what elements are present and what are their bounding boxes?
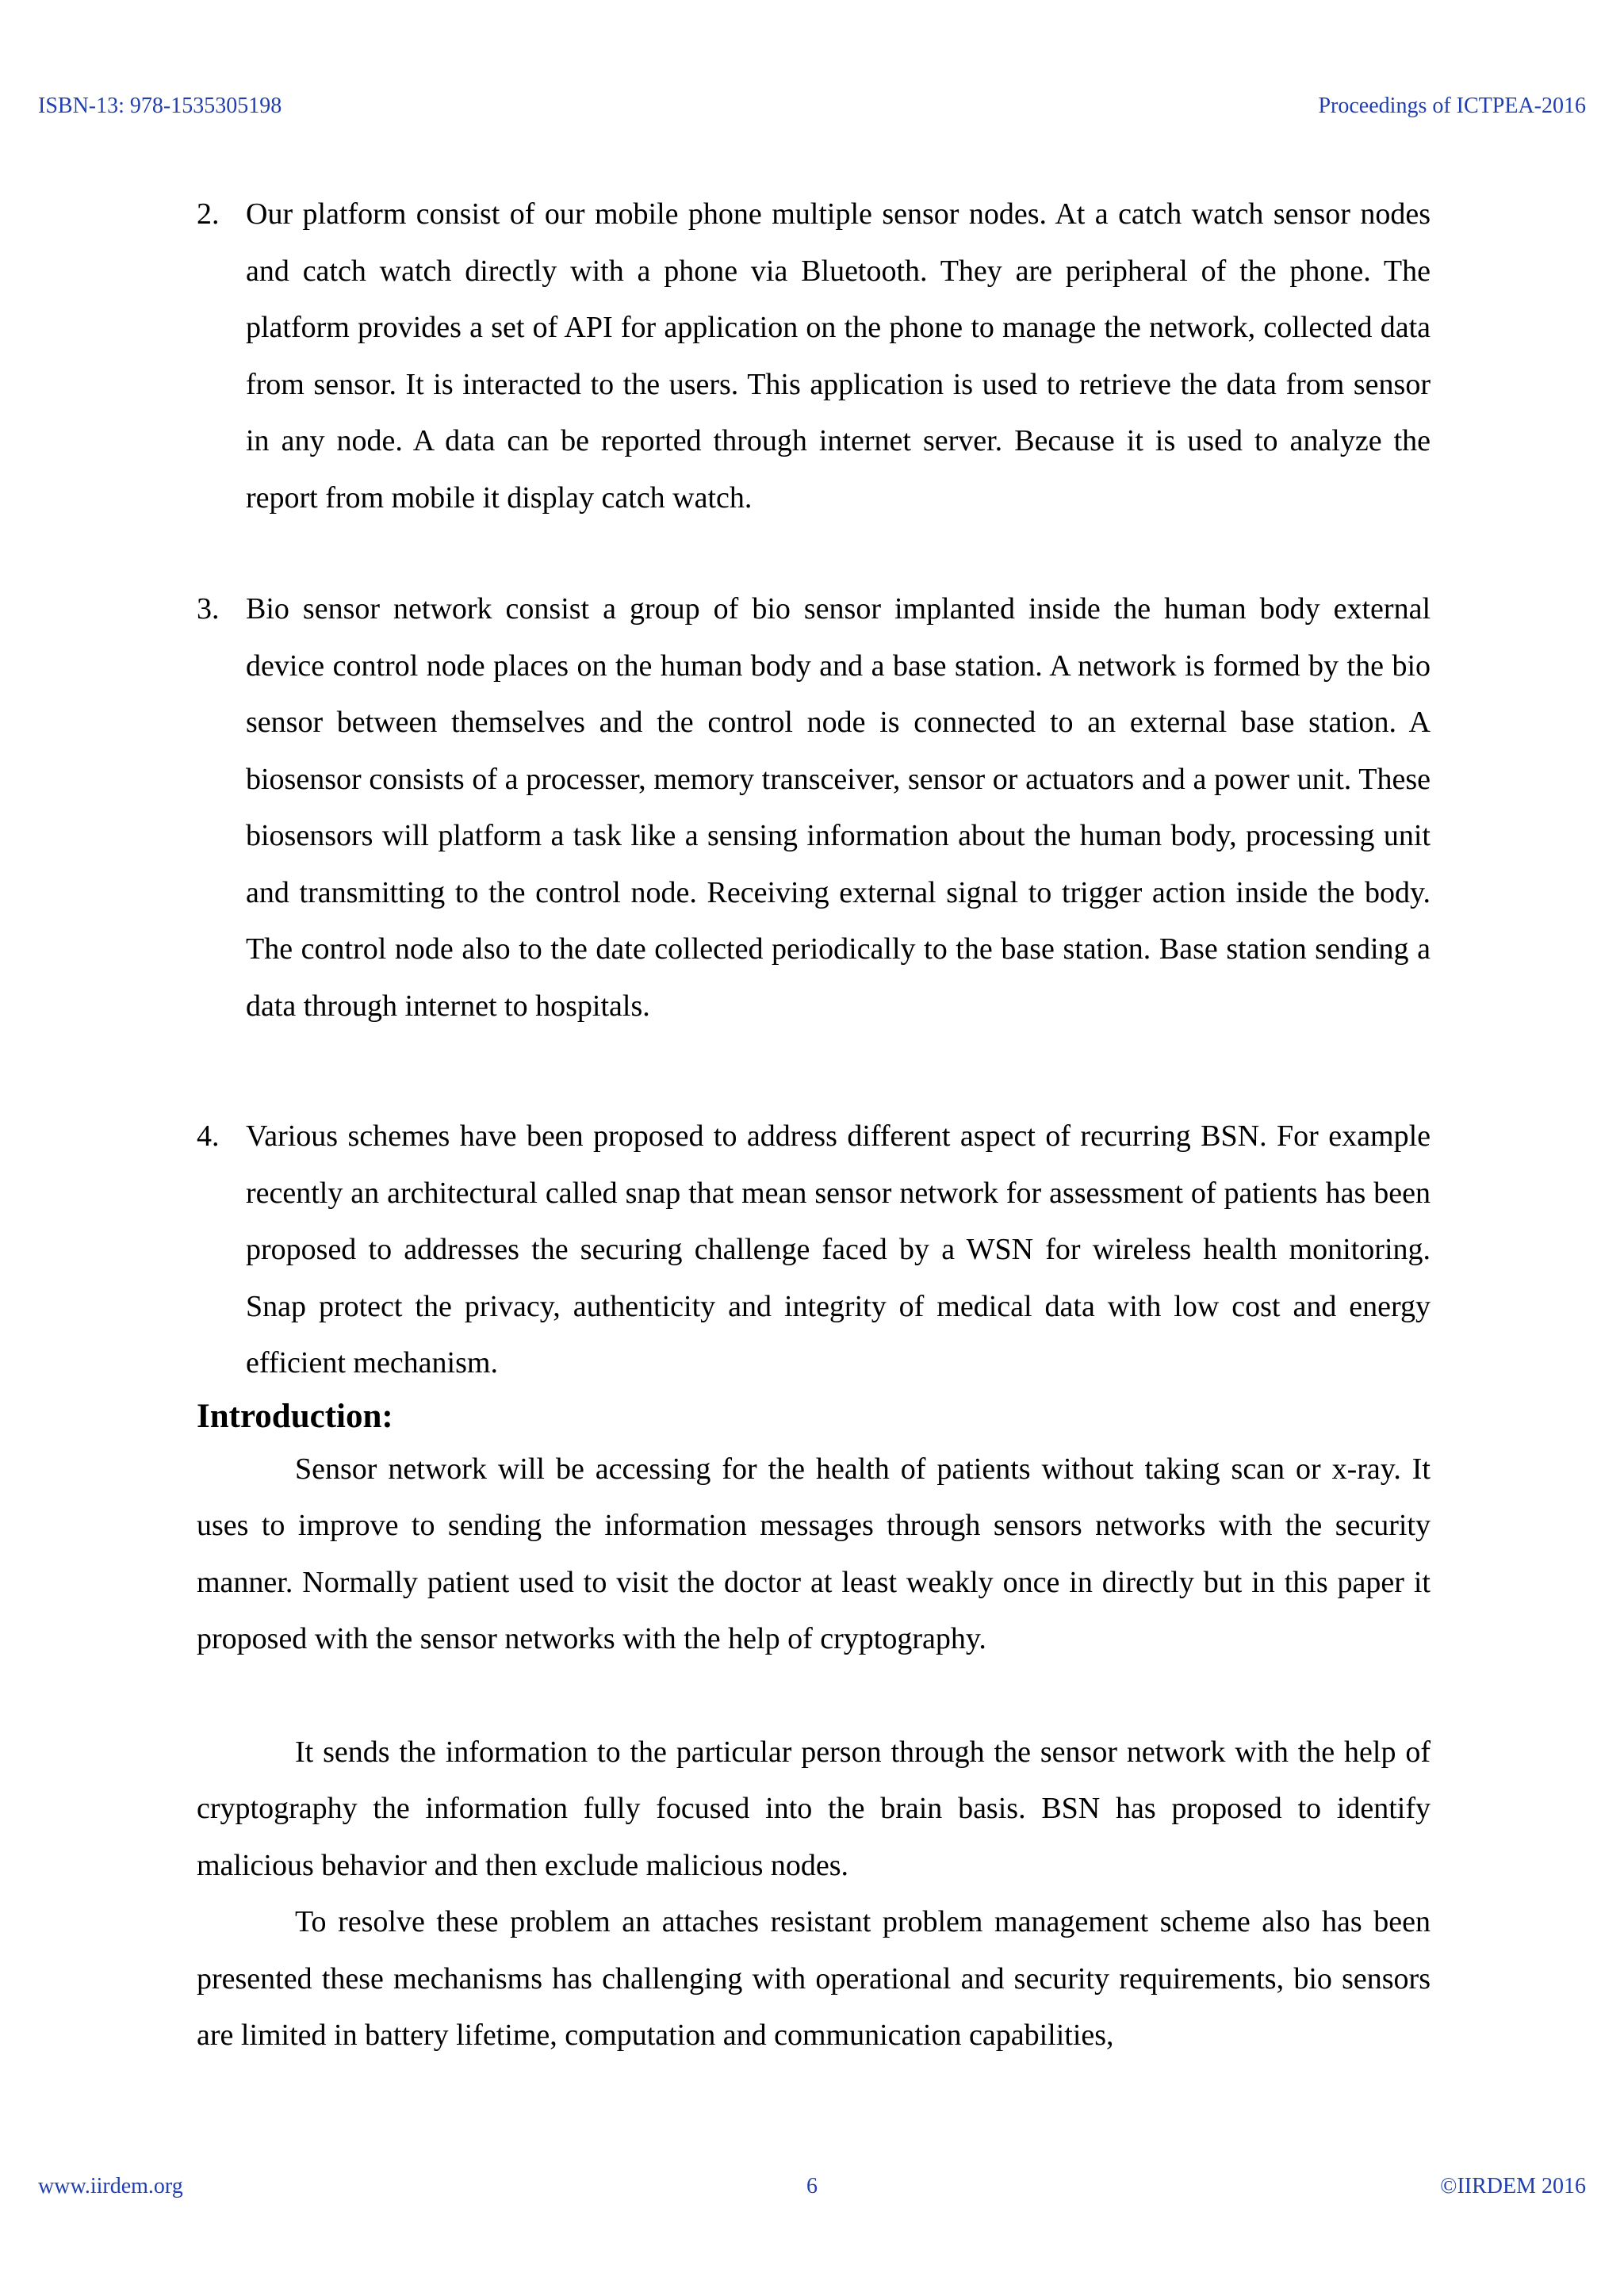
paragraph: To resolve these problem an attaches resistant problem management scheme also has been presented these mechanisms has challenging with operational and security requirements, bio sensors are limited in battery lifetime, computation and communication capabilities, xyxy=(197,1905,1431,2052)
list-item-number: 3. xyxy=(197,592,220,626)
list-item-text: Our platform consist of our mobile phone multiple sensor nodes. At a catch watch sensor nodes and catch watch directly with a phone via Bluetooth. They are peripheral of the phone. The platform provides a set of API for application on the phone to manage the network, collected data from sensor. It is interacted to the users. This application is used to retrieve the data from sensor in any node. A data can be reported through internet server. Because it is used to analyze the report from mobile it display catch watch. xyxy=(246,197,1431,515)
section-heading: Introduction: xyxy=(197,1397,393,1435)
list-item xyxy=(197,1108,1431,1392)
list-item xyxy=(197,186,1431,526)
paragraph: Sensor network will be accessing for the health of patients without taking scan or x-ray. It uses to improve to sending the information messages through sensors networks with the security manner. Normally patient used to visit the doctor at least weakly once in directly but in this paper it proposed with the sensor networks with the help of cryptography. xyxy=(197,1452,1431,1655)
page-header xyxy=(38,94,1586,122)
list-item-number: 2. xyxy=(197,197,220,231)
proceedings-label: Proceedings of ICTPEA-2016 xyxy=(1318,94,1586,118)
page-footer xyxy=(38,2174,1586,2202)
website-link[interactable]: www.iirdem.org xyxy=(38,2174,183,2198)
paragraph: It sends the information to the particular person through the sensor network with the help of cryptography the information fully focused into the brain basis. BSN has proposed to identify malicious behavior and then exclude malicious nodes. xyxy=(197,1735,1431,1882)
list-item-text: Various schemes have been proposed to address different aspect of recurring BSN. For example recently an architectural called snap that mean sensor network for assessment of patients has been proposed to addresses the securing challenge faced by a WSN for wireless health monitoring. Snap protect the privacy, authenticity and integrity of medical data with low cost and energy efficient mechanism. xyxy=(246,1119,1431,1380)
list-item-text: Bio sensor network consist a group of bio sensor implanted inside the human body external device control node places on the human body and a base station. A network is formed by the bio sensor between themselves and the control node is connected to an external base station. A biosensor consists of a processer, memory transceiver, sensor or actuators and a power unit. These biosensors will platform a task like a sensing information about the human body, processing unit and transmitting to the control node. Receiving external signal to trigger action inside the body. The control node also to the date collected periodically to the base station. Base station sending a data through internet to hospitals. xyxy=(246,592,1431,1023)
page-content xyxy=(197,186,1431,2064)
list-item xyxy=(197,581,1431,1035)
page-number: 6 xyxy=(806,2174,818,2198)
list-item-number: 4. xyxy=(197,1119,220,1153)
isbn-label: ISBN-13: 978-1535305198 xyxy=(38,94,282,118)
copyright-label: ©IIRDEM 2016 xyxy=(1440,2174,1586,2198)
